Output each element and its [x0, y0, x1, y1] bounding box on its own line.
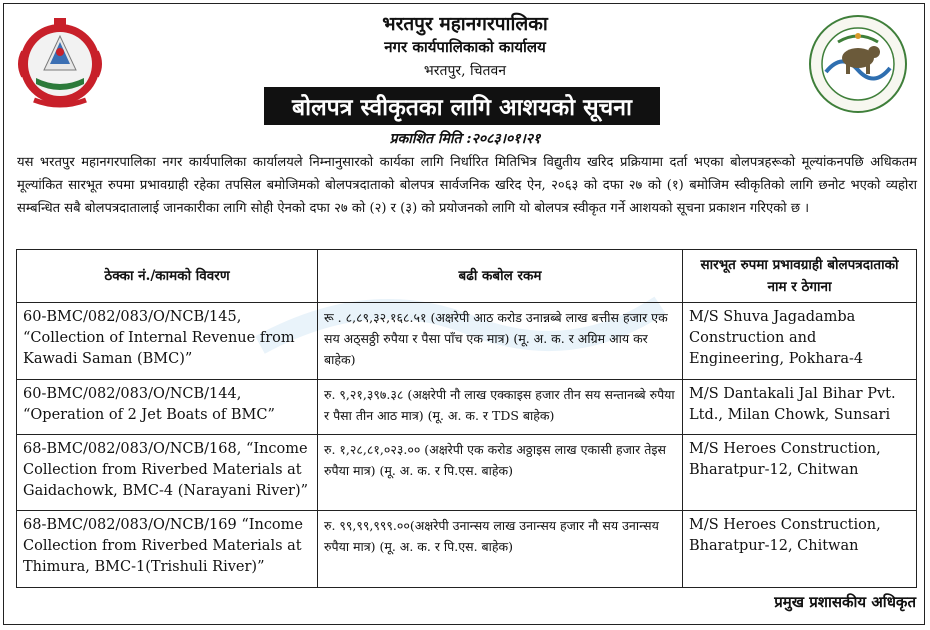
bharatpur-metropolitan-city-logo-icon — [806, 12, 910, 116]
office-location: भरतपुर, चितवन — [423, 63, 507, 79]
bidder-cell: M/S Heroes Construction, Bharatpur-12, Chitwan — [683, 511, 917, 588]
bidder-cell: M/S Shuva Jagadamba Construction and Engineering, Pokhara-4 — [683, 303, 917, 380]
header-bid-amount: बढी कबोल रकम — [318, 250, 683, 303]
signatory-title: प्रमुख प्रशासकीय अधिकृत — [774, 593, 916, 611]
table-header-row — [17, 250, 917, 303]
table-row — [17, 435, 917, 511]
contract-cell: 68-BMC/082/083/O/NCB/168, “Income Collection from Riverbed Materials at Gaidachowk, BMC-4 (Narayani River)” — [17, 435, 318, 511]
contract-cell: 68-BMC/082/083/O/NCB/169 “Income Collection from Riverbed Materials at Thimura, BMC-1(Trishuli River)” — [17, 511, 318, 588]
bid-acceptance-table — [16, 249, 917, 588]
amount-cell: रु. ९,२१,३९७.३८ (अक्षरेपी नौ लाख एक्काइस हजार तीन सय सन्तानब्बे रुपैया र पैसा तीन आठ मात्र) (मू. अ. क. र TDS बाहेक) — [318, 380, 683, 435]
contract-cell: 60-BMC/082/083/O/NCB/144, “Operation of 2 Jet Boats of BMC” — [17, 380, 318, 435]
header-bidder-name-address: सारभूत रुपमा प्रभावग्राही बोलपत्रदाताको नाम र ठेगाना — [683, 250, 917, 303]
amount-cell: रु. १,२८,८१,०२३.०० (अक्षरेपी एक करोड अठ्ठाइस लाख एकासी हजार तेइस रुपैया मात्र) (मू. अ. क. र पि.एस. बाहेक) — [318, 435, 683, 511]
header-contract-description: ठेक्का नं./कामको विवरण — [17, 250, 318, 303]
nepal-government-emblem-icon — [14, 12, 106, 116]
table-row — [17, 380, 917, 435]
organization-name: भरतपुर महानगरपालिका — [382, 13, 548, 35]
amount-cell: रू . ८,८९,३२,१६८.५१ (अक्षरेपी आठ करोड उनान्नब्बे लाख बत्तीस हजार एक सय अठ्सठ्ठी रुपैया र पैसा पाँच एक मात्र) (मू. अ. क. र अग्रिम आय कर बाहेक) — [318, 303, 683, 380]
bidder-cell: M/S Heroes Construction, Bharatpur-12, Chitwan — [683, 435, 917, 511]
table-row — [17, 303, 917, 380]
notice-title-banner: बोलपत्र स्वीकृतका लागि आशयको सूचना — [264, 87, 660, 125]
table-row — [17, 511, 917, 588]
publication-date: प्रकाशित मिति :२०८३।०१।२१ — [389, 131, 541, 147]
office-name: नगर कार्यपालिकाको कार्यालय — [384, 38, 546, 56]
bidder-cell: M/S Dantakali Jal Bihar Pvt. Ltd., Milan Chowk, Sunsari — [683, 380, 917, 435]
amount-cell: रु. ९९,९९,९९९.००(अक्षरेपी उनान्सय लाख उनान्सय हजार नौ सय उनान्सय रुपैया मात्र) (मू. अ. क. र पि.एस. बाहेक) — [318, 511, 683, 588]
notice-intro-paragraph: यस भरतपुर महानगरपालिका नगर कार्यपालिका कार्यालयले निम्नानुसारको कार्यका लागि निर्धारित मितिभित्र विद्युतीय खरिद प्रक्रियामा दर्ता भएका बोलपत्रहरूको मूल्यांकनपछि अधिकतम मूल्यांकित सारभूत रुपमा प्रभावग्राही रहेका तपसिल बमोजिमको बोलपत्रदाताको बोलपत्र सार्वजनिक खरिद ऐन, २०६३ को दफा २७ को (१) बमोजिम स्वीकृतिको लागि छनोट भएको व्यहोरा सम्बन्धित सबै बोलपत्रदातालाई जानकारीका लागि सोही ऐनको दफा २७ को (२) र (३) को प्रयोजनको लागि यो बोलपत्र स्वीकृत गर्ने आशयको सूचना प्रकाशन गरिएको छ । — [17, 155, 917, 216]
contract-cell: 60-BMC/082/083/O/NCB/145, “Collection of Internal Revenue from Kawadi Saman (BMC)” — [17, 303, 318, 380]
